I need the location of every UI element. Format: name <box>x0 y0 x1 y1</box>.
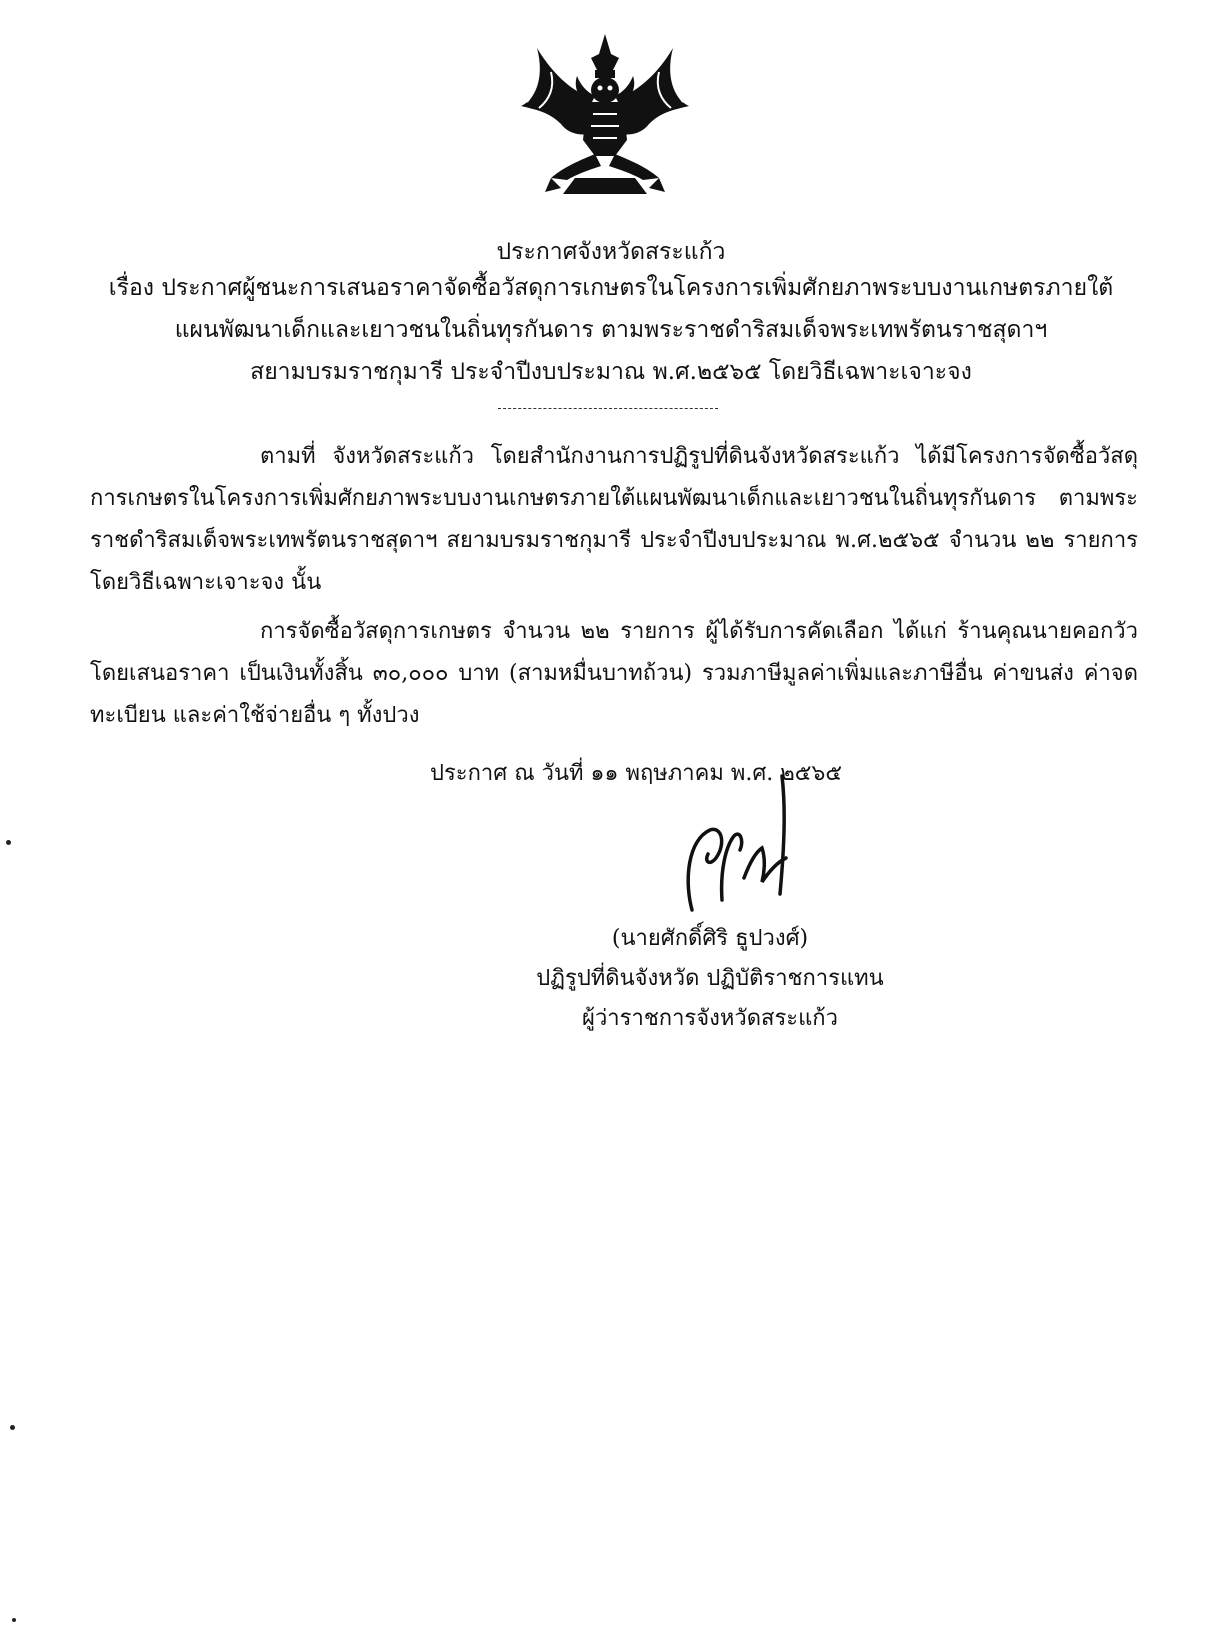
subject-line: แผนพัฒนาเด็กและเยาวชนในถิ่นทุรกันดาร ตามพระราชดำริสมเด็จพระเทพรัตนราชสุดาฯ <box>174 317 1048 343</box>
heading-divider <box>498 408 718 409</box>
body-paragraph: การจัดซื้อวัสดุการเกษตร จำนวน ๒๒ รายการ ผู้ได้รับการคัดเลือก ได้แก่ ร้านคุณนายคอกวัว โดยเสนอราคา เป็นเงินทั้งสิ้น ๓๐,๐๐๐ บาท (สามหมื่นบาทถ้วน) รวมภาษีมูลค่าเพิ่มและภาษีอื่น ค่าขนส่ง ค่าจดทะเบียน และค่าใช้จ่ายอื่น ๆ ทั้งปวง <box>90 619 1138 728</box>
announcement-date: ประกาศ ณ วันที่ ๑๑ พฤษภาคม พ.ศ. ๒๕๖๕ <box>430 761 843 786</box>
handwritten-signature <box>670 770 820 920</box>
scan-speck <box>10 1425 15 1430</box>
garuda-emblem-icon <box>515 28 695 204</box>
subject-line: สยามบรมราชกุมารี ประจำปีงบประมาณ พ.ศ.๒๕๖๕ โดยวิธีเฉพาะเจาะจง <box>250 359 972 385</box>
signer-name: (นายศักดิ์ศิริ ธูปวงศ์) <box>611 926 809 951</box>
body-paragraph: ตามที่ จังหวัดสระแก้ว โดยสำนักงานการปฏิรูปที่ดินจังหวัดสระแก้ว ได้มีโครงการจัดซื้อวัสดุการเกษตรในโครงการเพิ่มศักยภาพระบบงานเกษตรภายใต้แผนพัฒนาเด็กและเยาวชนในถิ่นทุรกันดาร ตามพระราชดำริสมเด็จพระเทพรัตนราชสุดาฯ สยามบรมราชกุมารี ประจำปีงบประมาณ พ.ศ.๒๕๖๕ จำนวน ๒๒ รายการ โดยวิธีเฉพาะเจาะจง นั้น <box>90 444 1138 595</box>
scan-speck <box>6 840 11 845</box>
subject-line: เรื่อง ประกาศผู้ชนะการเสนอราคาจัดซื้อวัสดุการเกษตรในโครงการเพิ่มศักยภาพระบบงานเกษตรภายใต้ <box>108 275 1114 301</box>
scan-speck <box>12 1618 16 1622</box>
signer-role: ผู้ว่าราชการจังหวัดสระแก้ว <box>582 1006 838 1031</box>
signer-position: ปฏิรูปที่ดินจังหวัด ปฏิบัติราชการแทน <box>536 966 884 991</box>
announcement-title: ประกาศจังหวัดสระแก้ว <box>496 239 726 265</box>
